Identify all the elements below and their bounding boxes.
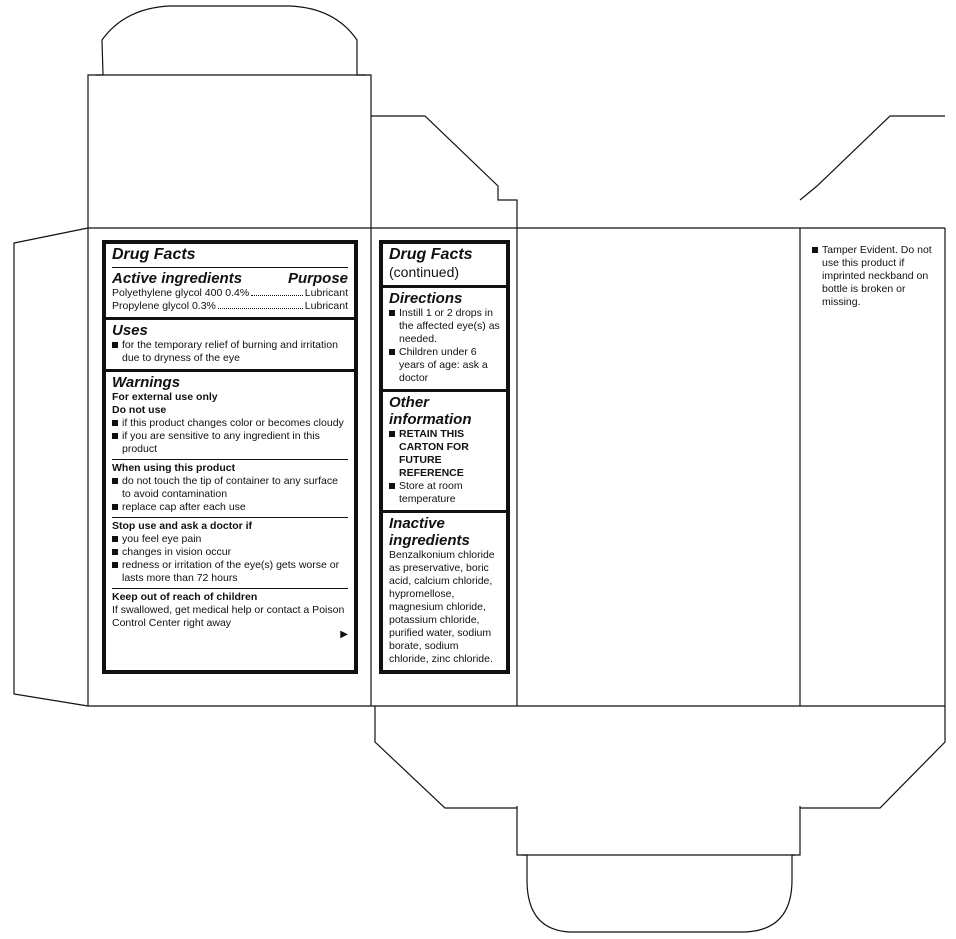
drug-facts-title: Drug Facts xyxy=(389,246,473,263)
warnings-section xyxy=(106,372,354,644)
drug-facts-continued-panel xyxy=(379,240,510,674)
bullet-square-icon xyxy=(389,431,395,437)
list-item: Instill 1 or 2 drops in the affected eye(s) as needed. xyxy=(389,307,500,346)
list-item: do not touch the tip of container to any surface to avoid contamination xyxy=(112,475,348,501)
list-item: redness or irritation of the eye(s) gets worse or lasts more than 72 hours xyxy=(112,559,348,585)
when-using-label: When using this product xyxy=(112,462,236,474)
active-ingredients-section xyxy=(106,244,354,320)
directions-section xyxy=(383,288,506,392)
bullet-square-icon xyxy=(112,562,118,568)
ingredient-purpose: Lubricant xyxy=(304,300,348,312)
list-item: you feel eye pain xyxy=(112,533,348,546)
external-use-label: For external use only xyxy=(112,391,218,403)
warnings-heading: Warnings xyxy=(112,374,181,391)
directions-heading: Directions xyxy=(389,290,463,307)
list-item: if this product changes color or becomes cloudy xyxy=(112,417,348,430)
list-item: for the temporary relief of burning and irritation due to dryness of the eye xyxy=(112,339,348,365)
active-ingredients-heading: Active ingredients xyxy=(112,270,243,287)
active-ingredient-row xyxy=(112,300,348,313)
continued-label: (continued) xyxy=(389,264,460,280)
other-information-heading: Other information xyxy=(389,394,472,428)
list-item: Store at room temperature xyxy=(389,480,500,506)
inactive-ingredients-section xyxy=(383,513,506,670)
list-item: changes in vision occur xyxy=(112,546,348,559)
bullet-square-icon xyxy=(389,349,395,355)
bullet-square-icon xyxy=(112,504,118,510)
continued-header xyxy=(383,244,506,288)
bullet-square-icon xyxy=(112,549,118,555)
tamper-evident-text: Tamper Evident. Do not use this product if imprinted neckband on bottle is broken or missing. xyxy=(822,244,932,308)
other-information-section xyxy=(383,392,506,513)
active-ingredient-row xyxy=(112,287,348,300)
list-item: Children under 6 years of age: ask a doctor xyxy=(389,346,500,385)
drug-facts-panel xyxy=(102,240,358,674)
stop-use-label: Stop use and ask a doctor if xyxy=(112,520,253,532)
bullet-square-icon xyxy=(112,433,118,439)
list-item: if you are sensitive to any ingredient in this product xyxy=(112,430,348,456)
ingredient-purpose: Lubricant xyxy=(304,287,348,299)
keep-out-label: Keep out of reach of children xyxy=(112,591,258,603)
list-item: RETAIN THIS CARTON FOR FUTURE REFERENCE xyxy=(389,428,500,480)
list-item: replace cap after each use xyxy=(112,501,348,514)
purpose-heading: Purpose xyxy=(287,270,348,287)
swallowed-text: If swallowed, get medical help or contact a Poison Control Center right away xyxy=(112,604,345,629)
uses-heading: Uses xyxy=(112,322,148,339)
inactive-ingredients-text: Benzalkonium chloride as preservative, boric acid, calcium chloride, hypromellose, magnesium chloride, potassium chloride, purified water, sodium borate, sodium chloride, zinc chloride. xyxy=(389,549,495,665)
bullet-square-icon xyxy=(389,310,395,316)
do-not-use-label: Do not use xyxy=(112,404,167,416)
bullet-square-icon xyxy=(112,342,118,348)
bullet-square-icon xyxy=(112,478,118,484)
bullet-square-icon xyxy=(812,247,818,253)
drug-facts-title: Drug Facts xyxy=(112,246,196,263)
uses-section xyxy=(106,320,354,372)
inactive-ingredients-heading: Inactive ingredients xyxy=(389,515,470,549)
tamper-evident-note xyxy=(812,244,932,309)
bullet-square-icon xyxy=(112,420,118,426)
bullet-square-icon xyxy=(112,536,118,542)
ingredient-name: Propylene glycol 0.3% xyxy=(112,300,216,312)
bullet-square-icon xyxy=(389,483,395,489)
continue-arrow-icon: ▶ xyxy=(340,629,348,640)
ingredient-name: Polyethylene glycol 400 0.4% xyxy=(112,287,250,299)
